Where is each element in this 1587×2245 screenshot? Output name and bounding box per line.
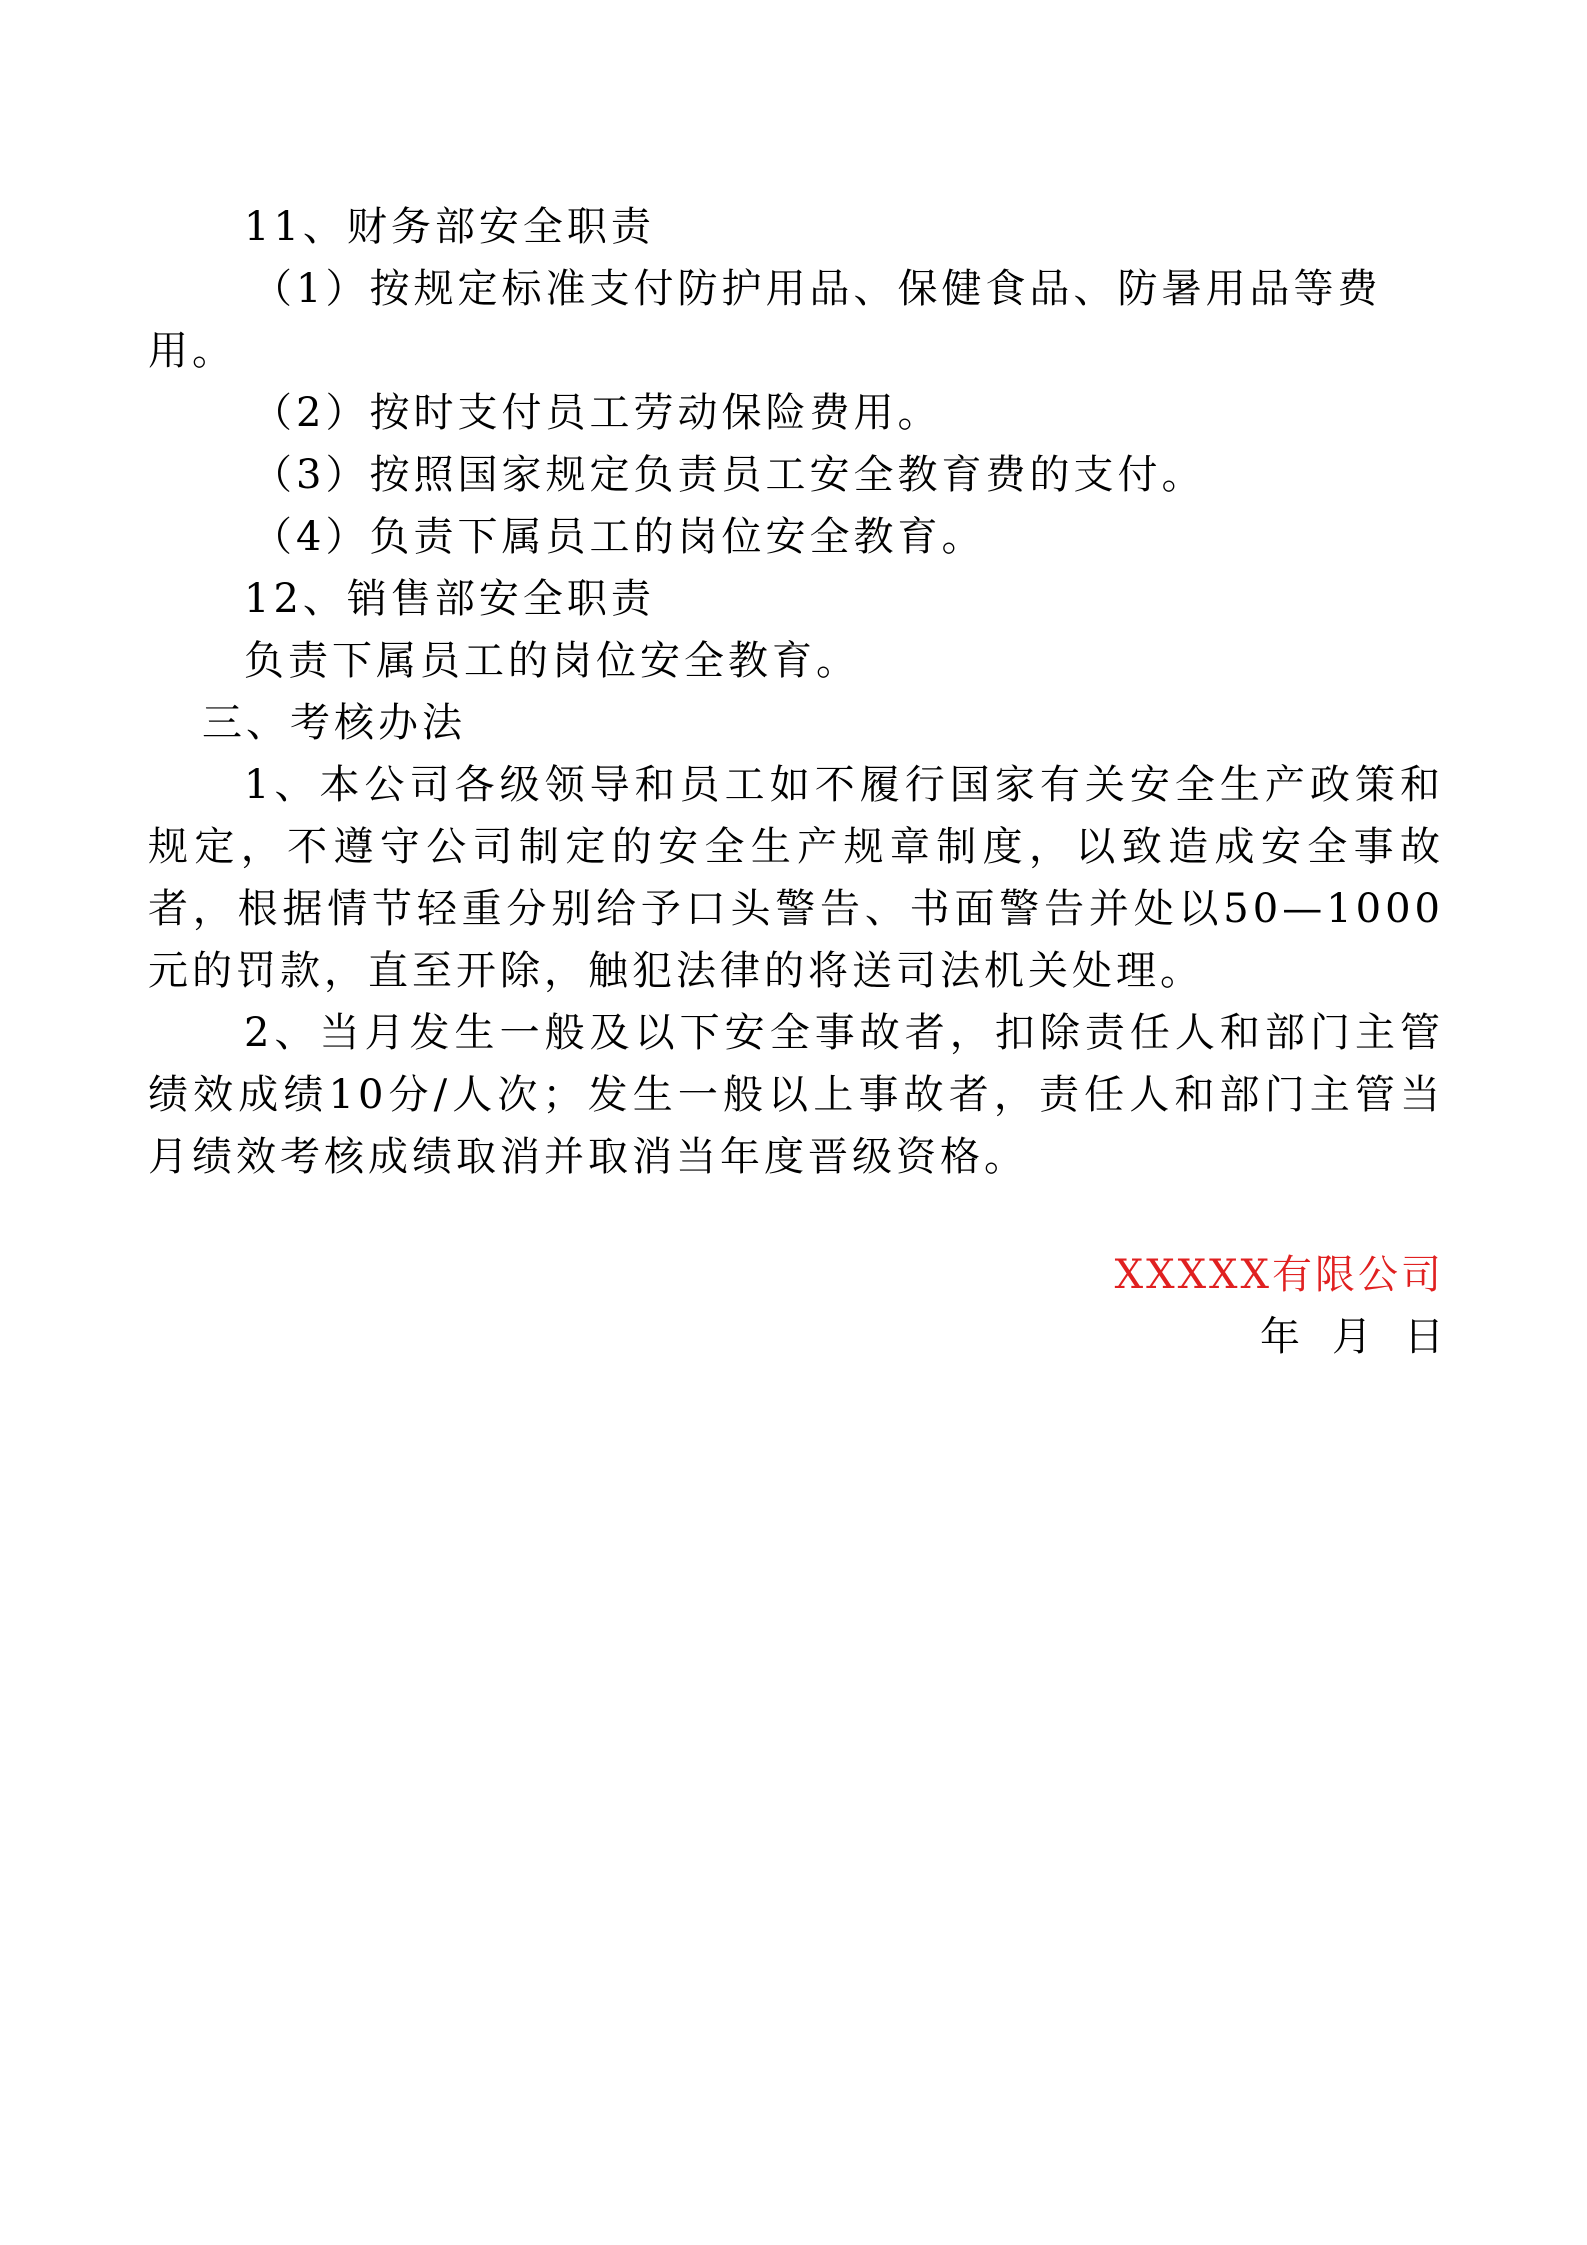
date-month-label: 月	[1332, 1314, 1372, 1360]
section-11-heading: 11、财务部安全职责	[244, 204, 655, 250]
section-3-heading: 三、考核办法	[202, 700, 466, 746]
section-3-paragraph-2: 2、当月发生一般及以下安全事故者，扣除责任人和部门主管绩效成绩10分/人次；发生一般以上事故者，责任人和部门主管当月绩效考核成绩取消并取消当年度晋级资格。	[148, 1010, 1444, 1180]
signature-block	[1115, 1244, 1444, 1368]
section-11-item-3: （3）按照国家规定负责员工安全教育费的支付。	[252, 452, 1206, 498]
date-year-label: 年	[1260, 1314, 1300, 1360]
section-11-item-1-line-2: 用。	[148, 328, 236, 374]
section-12-body: 负责下属员工的岗位安全教育。	[244, 638, 860, 684]
section-3-paragraph-1: 1、本公司各级领导和员工如不履行国家有关安全生产政策和规定，不遵守公司制定的安全生产规章制度，以致造成安全事故者，根据情节轻重分别给予口头警告、书面警告并处以50—1000元的罚款，直至开除，触犯法律的将送司法机关处理。	[148, 762, 1444, 994]
section-11-item-2: （2）按时支付员工劳动保险费用。	[252, 390, 942, 436]
document-body	[148, 196, 1444, 1188]
section-11-item-1-line-1: （1）按规定标准支付防护用品、保健食品、防暑用品等费	[252, 266, 1382, 312]
signature-date	[1115, 1306, 1444, 1368]
company-name: XXXXX有限公司	[1114, 1252, 1444, 1298]
date-day-label: 日	[1404, 1314, 1444, 1360]
section-11-item-4: （4）负责下属员工的岗位安全教育。	[252, 514, 986, 560]
section-12-heading: 12、销售部安全职责	[244, 576, 655, 622]
